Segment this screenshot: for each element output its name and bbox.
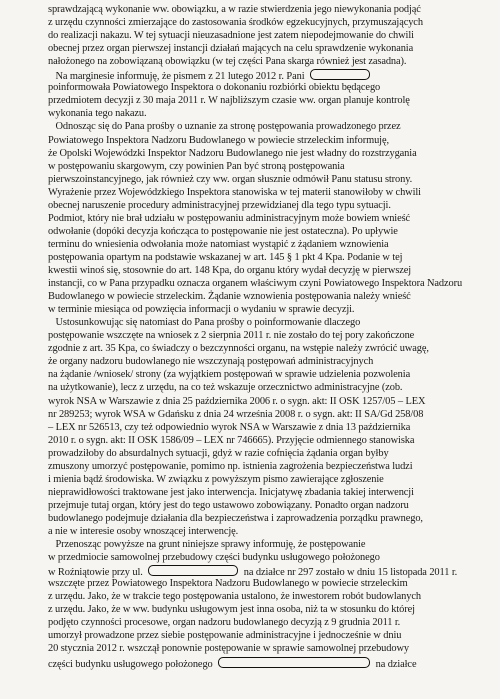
text-segment: w terminie miesiąca od powzięcia informacji o wydaniu w sprawie decyzji.: [48, 304, 355, 316]
text-segment: obecnej naruszenie procedury administracyjnej przewidzianej dla tego typu sytuacji.: [48, 199, 391, 211]
text-segment: na żądanie /wniosek/ strony (za wyjątkiem postępowań w sprawie udzielenia pozwolenia: [48, 369, 411, 381]
redaction-box: [218, 657, 370, 668]
text-segment: na użytkowanie), lecz z urzędu, na co też wskazuje orzecznictwo administracyjne (zob.: [48, 382, 403, 394]
text-segment: nałożonego na zobowiązaną obowiązku (w tej części Pana skarga również jest zasadna).: [48, 56, 407, 68]
text-segment: instancji, co w Pana przypadku oznacza organem właściwym czyni Powiatowego Inspektora Nadzoru: [48, 278, 463, 290]
text-segment: terminu do wniesienia odwołania może natomiast wystąpić z żądaniem wznowienia: [48, 238, 389, 250]
text-line: [48, 161, 478, 173]
text-segment: przejmuje tutaj organ, który jest do tego ustawowo zobowiązany. Ponadto organ nadzoru: [48, 499, 409, 511]
text-line: [48, 43, 478, 55]
text-segment: z urzędu. Jako, że w trakcie tego postępowania ustalono, że inwestorem robót budowlanych: [48, 591, 421, 603]
text-segment: umorzył prowadzone przez siebie postępowanie administracyjne i jednocześnie w dniu: [48, 630, 402, 642]
text-line: [48, 657, 478, 671]
text-line: [48, 82, 478, 94]
text-line: [48, 487, 478, 499]
text-segment: pierwszoinstancyjnego, jak również czy ww. organ słusznie odmówił Panu statusu strony.: [48, 173, 413, 185]
text-line: [48, 435, 478, 447]
text-line: [48, 643, 478, 655]
text-line: [48, 226, 478, 238]
text-line: [48, 552, 478, 564]
text-segment: a nie w interesie osoby wnoszącej interwencję.: [48, 526, 239, 537]
text-segment: w przedmiocie samowolnej przebudowy części budynku usługowego położonego: [48, 552, 380, 564]
text-line: [48, 330, 478, 342]
text-line: [48, 121, 478, 133]
text-segment: budowlanego podejmuje działania dla bezpieczeństwa i zaprowadzenia porządku prawnego,: [48, 512, 423, 524]
text-segment: na działce: [373, 658, 417, 670]
text-line: [48, 30, 478, 42]
text-segment: odwołanie (dopóki decyzja kończąca to postępowanie nie jest ostateczna). Po upływie: [48, 225, 398, 237]
text-segment: prowadziłoby do absurdalnych sytuacji, gdyż w razie cofnięcia żądania organ byłby: [48, 447, 389, 459]
text-segment: – LEX nr 526513, czy też odpowiednio wyrok NSA w Warszawie z dnia 13 października: [48, 421, 411, 433]
text-segment: zmuszony umorzyć postępowanie, pomimo np. istnienia zagrożenia bezpieczeństwa ludzi: [48, 460, 413, 472]
text-segment: wyrok NSA w Warszawie z dnia 25 października 2006 r. o sygn. akt: II OSK 1257/05 – LEX: [48, 395, 426, 407]
text-segment: Odnosząc się do Pana prośby o uznanie za stronę postępowania prowadzonego przez: [48, 121, 401, 133]
text-line: [48, 108, 478, 120]
text-segment: przedmiotem decyzji z 30 maja 2011 r. W najbliższym czasie ww. organ planuje kontrolę: [48, 95, 410, 107]
text-line: [48, 461, 478, 473]
text-segment: części budynku usługowego położonego: [48, 658, 216, 670]
text-line: [48, 200, 478, 212]
text-segment: z urzędu. Jako, że w ww. budynku usługowym jest inna osoba, niż ta w stosunku do której: [48, 604, 415, 616]
text-segment: w postępowaniu skargowym, czy powinien Pan być stroną postępowania: [48, 160, 345, 172]
text-segment: postępowania opartym na podstawie wskazanej w art. 145 § 1 pkt 4 Kpa. Podanie w tej: [48, 251, 403, 263]
text-segment: w Roźniątowie przy ul.: [48, 567, 146, 579]
text-segment: i mienia bądź środowiska. W związku z powyższym pismo zawierające zgłoszenie: [48, 473, 384, 485]
text-segment: kwestii winoś się, stosownie do art. 148 Kpa, do organu który wydał decyzję w pierwszej: [48, 265, 412, 276]
text-line: [48, 539, 478, 551]
text-line: [48, 382, 478, 394]
text-line: [48, 252, 478, 264]
text-segment: Podmiot, który nie brał udziału w postępowaniu administracyjnym może bowiem wnieść: [48, 212, 411, 224]
text-segment: Wyrażenie przez Wojewódzkiego Inspektora stanowiska w tej materii stanowiłoby w chwili: [48, 186, 421, 198]
text-segment: postępowanie wszczęte na wniosek z 2 sierpnia 2011 r. nie zostało do tej pory zakończone: [48, 330, 415, 342]
text-line: [48, 356, 478, 368]
text-line: [48, 591, 478, 603]
text-line: [48, 56, 478, 68]
text-segment: obecnej przez organ pierwszej instancji działań mających na celu sprawdzenie wykonania: [48, 43, 414, 55]
text-segment: że organy nadzoru budowlanego nie wszczynają postępowań administracyjnych: [48, 356, 374, 368]
text-segment: poinformowała Powiatowego Inspektora o dokonaniu rozbiórki obiektu będącego: [48, 82, 381, 94]
text-segment: nieprawidłowości traktowane jest jako interwencja. Inicjatywę zbadania takiej interwencji: [48, 486, 414, 498]
text-line: [48, 317, 478, 329]
text-segment: 20 stycznia 2012 r. wszczął ponownie postępowanie w sprawie samowolnej przebudowy: [48, 643, 409, 655]
text-line: [48, 17, 478, 29]
text-line: [48, 148, 478, 160]
text-line: [48, 95, 478, 107]
text-segment: do realizacji nakazu. W tej sytuacji nieuzasadnione jest zatem niepodejmowanie do chwili: [48, 30, 414, 42]
text-line: [48, 369, 478, 381]
text-line: [48, 278, 478, 290]
text-segment: Powiatowego Inspektora Nadzoru Budowlanego w powiecie strzeleckim informuję,: [48, 134, 389, 146]
text-segment: Ustosunkowując się natomiast do Pana prośby o poinformowanie dlaczego: [48, 317, 361, 329]
text-segment: Na marginesie informuję, że pismem z 21 lutego 2012 r. Pani: [48, 71, 307, 83]
text-line: [48, 526, 478, 538]
text-segment: wykonania tego nakazu.: [48, 108, 147, 120]
text-line: [48, 396, 478, 408]
text-line: [48, 174, 478, 186]
redaction-box: [148, 565, 238, 576]
text-segment: Budowlanego w powiecie strzeleckim. Żądanie wznowienia postępowania należy wnieść: [48, 291, 411, 303]
text-line: [48, 135, 478, 147]
text-line: [48, 187, 478, 199]
text-line: [48, 4, 478, 16]
text-segment: Przenosząc powyższe na grunt niniejsze sprawy informuję, że postępowanie: [48, 539, 366, 551]
text-segment: sprawdzającą wykonanie ww. obowiązku, a w razie stwierdzenia jego niewykonania podjąć: [48, 4, 421, 15]
text-line: [48, 513, 478, 525]
text-line: [48, 604, 478, 616]
text-line: [48, 565, 478, 579]
text-line: [48, 213, 478, 225]
text-segment: zgodnie z art. 35 Kpa, co świadczy o bezczynności organu, na wstępie należy zwrócić uwagę,: [48, 343, 429, 355]
text-segment: że Opolski Wojewódzki Inspektor Nadzoru Budowlanego nie jest władny do rozstrzygania: [48, 147, 417, 159]
text-line: [48, 422, 478, 434]
text-line: [48, 409, 478, 421]
text-line: [48, 343, 478, 355]
text-segment: wszczęte przez Powiatowego Inspektora Nadzoru Budowlanego w powiecie strzeleckim: [48, 578, 408, 590]
text-line: [48, 265, 478, 277]
redaction-box: [310, 69, 370, 80]
text-line: [48, 500, 478, 512]
text-line: [48, 617, 478, 629]
text-line: [48, 448, 478, 460]
text-line: [48, 578, 478, 590]
text-segment: z urzędu czynności zmierzające do zastosowania środków egzekucyjnych, przymuszających: [48, 17, 423, 29]
text-line: [48, 291, 478, 303]
text-line: [48, 304, 478, 316]
text-line: [48, 630, 478, 642]
text-line: [48, 474, 478, 486]
text-segment: nr 289253; wyrok WSA w Gdańsku z dnia 24 września 2008 r. o sygn. akt: II SA/Gd 258/08: [48, 408, 424, 420]
text-line: [48, 69, 478, 83]
text-line: [48, 239, 478, 251]
text-segment: na działce nr 297 zostało w dniu 15 listopada 2011 r.: [241, 567, 458, 579]
text-segment: 2010 r. o sygn. akt: II OSK 1586/09 – LEX nr 746665). Przyjęcie odmiennego stanowiska: [48, 434, 415, 446]
text-segment: podjęto czynności procesowe, organ nadzoru budowlanego decyzją z 9 grudnia 2011 r.: [48, 617, 401, 629]
